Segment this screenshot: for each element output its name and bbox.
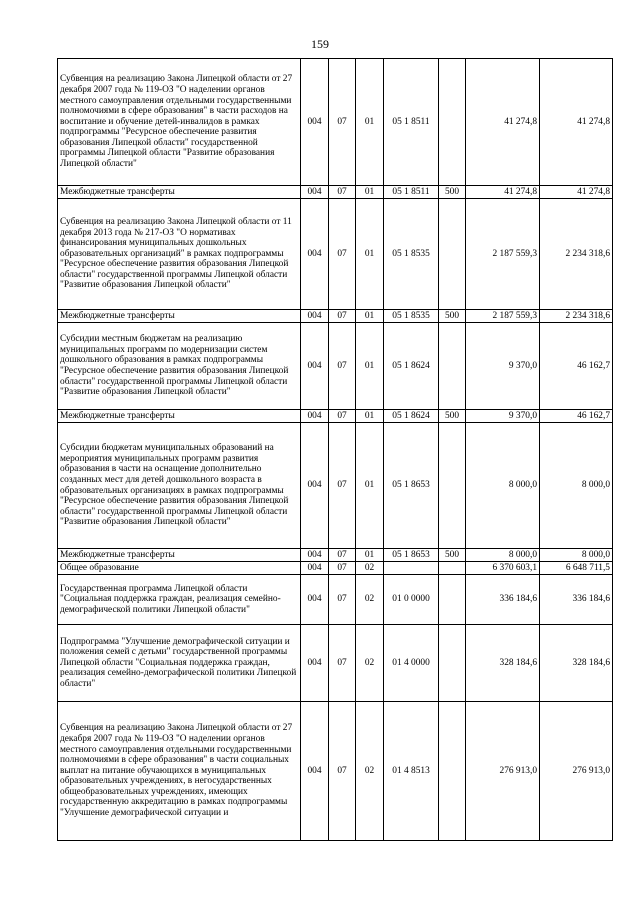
row-vr-cell (439, 702, 466, 841)
row-vr-cell (439, 323, 466, 410)
table-row (58, 199, 613, 310)
table-body (58, 59, 613, 841)
row-csr-cell: 05 1 8653 (384, 549, 439, 562)
row-pr-cell: 01 (356, 186, 384, 199)
row-pr-cell: 01 (356, 310, 384, 323)
row-sum1-cell: 9 370,0 (466, 323, 540, 410)
table-row (58, 59, 613, 186)
row-sum2-cell: 276 913,0 (540, 702, 613, 841)
row-csr-cell: 05 1 8653 (384, 423, 439, 549)
table-row (58, 323, 613, 410)
row-csr-cell: 05 1 8511 (384, 186, 439, 199)
row-pr-cell: 01 (356, 410, 384, 423)
row-csr-cell: 01 0 0000 (384, 575, 439, 625)
row-rz-cell: 07 (329, 423, 356, 549)
row-ved-cell: 004 (301, 625, 329, 702)
row-ved-cell: 004 (301, 59, 329, 186)
row-csr-cell: 01 4 0000 (384, 625, 439, 702)
row-ved-cell: 004 (301, 410, 329, 423)
row-sum1-cell: 336 184,6 (466, 575, 540, 625)
row-vr-cell (439, 199, 466, 310)
row-vr-cell (439, 59, 466, 186)
row-sum1-cell: 8 000,0 (466, 549, 540, 562)
row-csr-cell: 05 1 8511 (384, 59, 439, 186)
row-vr-cell (439, 625, 466, 702)
row-sum1-cell: 6 370 603,1 (466, 562, 540, 575)
row-name-cell: Субвенция на реализацию Закона Липецкой области от 27 декабря 2007 года № 119-ОЗ "О наделении органов местного самоуправления отдельными государственными полномочиями в сфере образования" в части расходов на воспитание и обучение детей-инвалидов в рамках подпрограммы "Ресурсное обеспечение развития образования Липецкой области" государственной программы Липецкой области "Развитие образования Липецкой области" (58, 59, 301, 186)
row-ved-cell: 004 (301, 186, 329, 199)
row-sum1-cell: 2 187 559,3 (466, 199, 540, 310)
budget-table (57, 58, 613, 841)
row-ved-cell: 004 (301, 323, 329, 410)
table-row (58, 549, 613, 562)
row-sum1-cell: 8 000,0 (466, 423, 540, 549)
row-name-cell: Субвенция на реализацию Закона Липецкой области от 11 декабря 2013 года № 217-ОЗ "О нормативах финансирования муниципальных дошкольных образовательных организаций" в рамках подпрограммы "Ресурсное обеспечение развития образования Липецкой области" государственной программы Липецкой области "Развитие образования Липецкой области" (58, 199, 301, 310)
row-sum2-cell: 8 000,0 (540, 423, 613, 549)
row-name-cell: Государственная программа Липецкой области "Социальная поддержка граждан, реализация семейно-демографической политики Липецкой области" (58, 575, 301, 625)
row-sum2-cell: 46 162,7 (540, 323, 613, 410)
row-name-cell: Подпрограмма "Улучшение демографической ситуации и положения семей с детьми" государственной программы Липецкой области "Социальная поддержка граждан, реализация семейно-демографической политики Липецкой области" (58, 625, 301, 702)
row-pr-cell: 02 (356, 562, 384, 575)
row-pr-cell: 01 (356, 323, 384, 410)
row-ved-cell: 004 (301, 199, 329, 310)
row-pr-cell: 01 (356, 199, 384, 310)
row-rz-cell: 07 (329, 186, 356, 199)
row-pr-cell: 02 (356, 625, 384, 702)
row-vr-cell (439, 423, 466, 549)
row-sum2-cell: 41 274,8 (540, 186, 613, 199)
row-rz-cell: 07 (329, 323, 356, 410)
table-row (58, 562, 613, 575)
row-sum2-cell: 41 274,8 (540, 59, 613, 186)
page-number: 159 (311, 37, 329, 51)
row-sum2-cell: 46 162,7 (540, 410, 613, 423)
row-sum1-cell: 41 274,8 (466, 59, 540, 186)
row-name-cell: Межбюджетные трансферты (58, 410, 301, 423)
row-pr-cell: 01 (356, 549, 384, 562)
row-name-cell: Субвенция на реализацию Закона Липецкой области от 27 декабря 2007 года № 119-ОЗ "О наделении органов местного самоуправления отдельными государственными полномочиями в сфере образования" в части социальных выплат на питание обучающихся в муниципальных образовательных учреждениях, в негосударственных общеобразовательных учреждениях, имеющих государственную аккредитацию в рамках подпрограммы "Улучшение демографической ситуации и (58, 702, 301, 841)
row-csr-cell: 01 4 8513 (384, 702, 439, 841)
row-rz-cell: 07 (329, 59, 356, 186)
row-vr-cell: 500 (439, 410, 466, 423)
table-row (58, 625, 613, 702)
table-row (58, 423, 613, 549)
row-name-cell: Субсидии местным бюджетам на реализацию муниципальных программ по модернизации систем дошкольного образования в рамках подпрограммы "Ресурсное обеспечение развития образования Липецкой области" государственной программы Липецкой области "Развитие образования Липецкой области" (58, 323, 301, 410)
row-name-cell: Субсидии бюджетам муниципальных образований на мероприятия муниципальных программ развития образования в части на оснащение дополнительно созданных мест для детей дошкольного возраста в образовательных организациях в рамках подпрограммы "Ресурсное обеспечение развития образования Липецкой области" государственной программы Липецкой области "Развитие образования Липецкой области" (58, 423, 301, 549)
table-row (58, 186, 613, 199)
row-rz-cell: 07 (329, 549, 356, 562)
row-sum2-cell: 6 648 711,5 (540, 562, 613, 575)
row-csr-cell: 05 1 8624 (384, 410, 439, 423)
row-sum1-cell: 2 187 559,3 (466, 310, 540, 323)
table-row (58, 702, 613, 841)
row-vr-cell: 500 (439, 310, 466, 323)
row-name-cell: Межбюджетные трансферты (58, 186, 301, 199)
row-csr-cell: 05 1 8535 (384, 310, 439, 323)
row-csr-cell: 05 1 8624 (384, 323, 439, 410)
row-sum1-cell: 41 274,8 (466, 186, 540, 199)
row-name-cell: Общее образование (58, 562, 301, 575)
row-pr-cell: 01 (356, 423, 384, 549)
row-vr-cell: 500 (439, 186, 466, 199)
row-name-cell: Межбюджетные трансферты (58, 549, 301, 562)
row-sum2-cell: 8 000,0 (540, 549, 613, 562)
row-ved-cell: 004 (301, 562, 329, 575)
row-rz-cell: 07 (329, 702, 356, 841)
row-sum1-cell: 328 184,6 (466, 625, 540, 702)
row-csr-cell: 05 1 8535 (384, 199, 439, 310)
table-row (58, 575, 613, 625)
row-sum1-cell: 9 370,0 (466, 410, 540, 423)
row-sum2-cell: 328 184,6 (540, 625, 613, 702)
row-csr-cell (384, 562, 439, 575)
row-ved-cell: 004 (301, 310, 329, 323)
row-vr-cell (439, 575, 466, 625)
row-name-cell: Межбюджетные трансферты (58, 310, 301, 323)
row-sum2-cell: 2 234 318,6 (540, 310, 613, 323)
row-rz-cell: 07 (329, 410, 356, 423)
row-rz-cell: 07 (329, 199, 356, 310)
row-vr-cell (439, 562, 466, 575)
table-row (58, 410, 613, 423)
table-row (58, 310, 613, 323)
row-pr-cell: 01 (356, 59, 384, 186)
row-ved-cell: 004 (301, 423, 329, 549)
row-sum2-cell: 336 184,6 (540, 575, 613, 625)
row-sum1-cell: 276 913,0 (466, 702, 540, 841)
row-rz-cell: 07 (329, 575, 356, 625)
row-sum2-cell: 2 234 318,6 (540, 199, 613, 310)
row-ved-cell: 004 (301, 575, 329, 625)
row-pr-cell: 02 (356, 575, 384, 625)
row-rz-cell: 07 (329, 625, 356, 702)
row-rz-cell: 07 (329, 310, 356, 323)
row-pr-cell: 02 (356, 702, 384, 841)
row-vr-cell: 500 (439, 549, 466, 562)
row-ved-cell: 004 (301, 702, 329, 841)
row-ved-cell: 004 (301, 549, 329, 562)
row-rz-cell: 07 (329, 562, 356, 575)
